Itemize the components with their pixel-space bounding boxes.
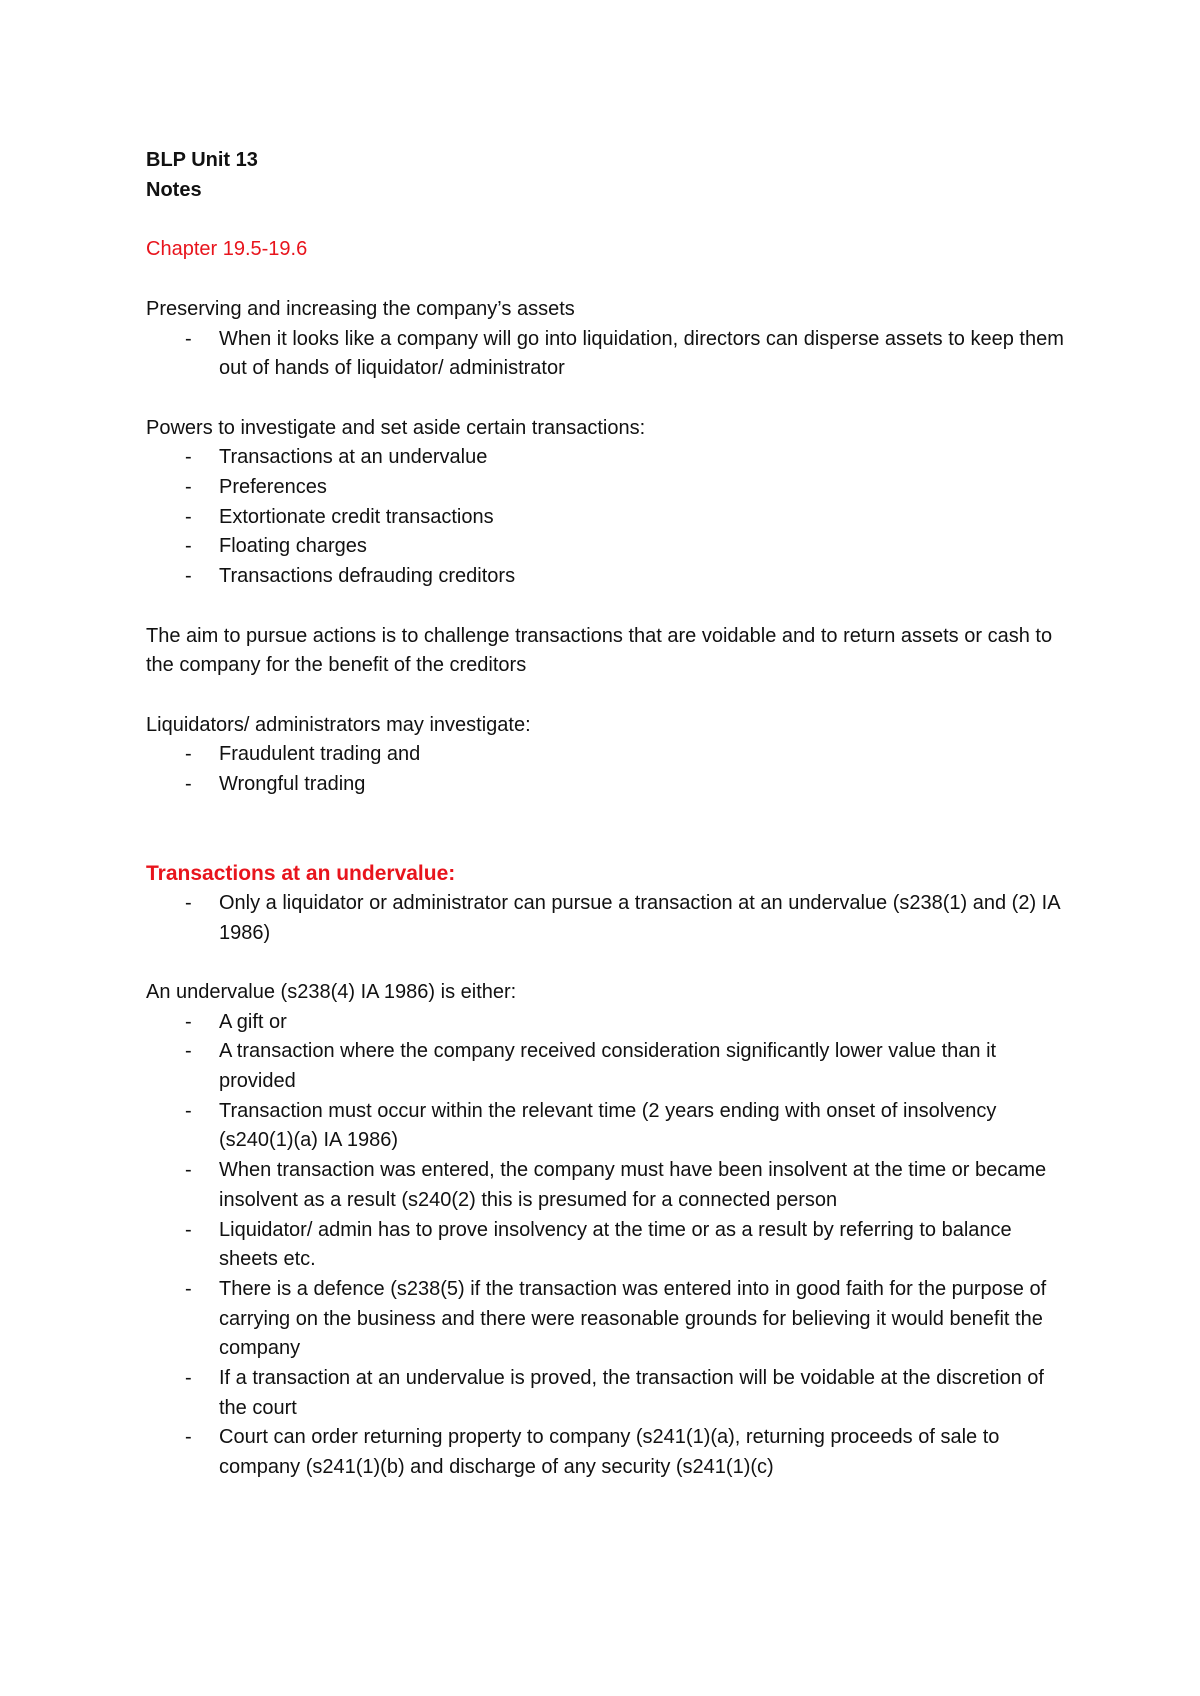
investigate-list <box>146 740 1076 799</box>
spacer <box>146 592 1076 622</box>
list-item: - Preferences <box>185 476 327 498</box>
list-item: - Floating charges <box>185 535 367 558</box>
list-item: - If a transaction at an undervalue is proved, the transaction will be voidable at the discretion of the court <box>185 1367 1044 1419</box>
spacer <box>146 384 1076 414</box>
list-item: - A transaction where the company received consideration significantly lower value than it provided <box>185 1040 997 1092</box>
list-item: - Extortionate credit transactions <box>185 505 494 528</box>
list-item: - Transactions at an undervalue <box>185 446 488 469</box>
preserving-list <box>146 325 1076 384</box>
list-item: - Wrongful trading <box>185 773 366 795</box>
spacer <box>146 265 1076 295</box>
section-heading-undervalue: Transactions at an undervalue: <box>146 862 456 886</box>
document-subtitle: Notes <box>146 178 202 201</box>
section-heading-preserving: Preserving and increasing the company’s assets <box>146 297 575 320</box>
list-item: - When transaction was entered, the company must have been insolvent at the time or became insolvent as a result (s240(2) this is presumed for a connected person <box>185 1159 1047 1211</box>
spacer <box>146 800 1076 859</box>
undervalue-definition-list <box>146 1008 1076 1483</box>
aim-paragraph: The aim to pursue actions is to challenge transactions that are voidable and to return assets or cash to the company for the benefit of the creditors <box>146 624 1053 677</box>
document-page <box>146 146 1076 1483</box>
list-item: - Transactions defrauding creditors <box>185 565 516 588</box>
list-item: - When it looks like a company will go into liquidation, directors can disperse assets to keep them out of hands of liquidator/ administrator <box>185 327 1064 380</box>
list-item: - Fraudulent trading and <box>185 743 421 766</box>
spacer <box>146 948 1076 978</box>
list-item: - Transaction must occur within the relevant time (2 years ending with onset of insolvency (s240(1)(a) IA 1986) <box>185 1099 997 1152</box>
section-heading-undervalue-definition: An undervalue (s238(4) IA 1986) is either: <box>146 980 517 1003</box>
list-item: - Only a liquidator or administrator can pursue a transaction at an undervalue (s238(1) and (2) IA 1986) <box>185 891 1060 944</box>
list-item: - Court can order returning property to company (s241(1)(a), returning proceeds of sale to company (s241(1)(b) and discharge of any security (s241(1)(c) <box>185 1426 1000 1479</box>
list-item: - Liquidator/ admin has to prove insolvency at the time or as a result by referring to balance sheets etc. <box>185 1218 1012 1271</box>
undervalue-list <box>146 889 1076 948</box>
spacer <box>146 681 1076 711</box>
chapter-reference: Chapter 19.5-19.6 <box>146 238 308 261</box>
section-heading-investigate: Liquidators/ administrators may investigate: <box>146 713 531 736</box>
powers-list <box>146 443 1076 592</box>
section-heading-powers: Powers to investigate and set aside certain transactions: <box>146 416 646 439</box>
list-item: - A gift or <box>185 1010 287 1033</box>
list-item: - There is a defence (s238(5) if the transaction was entered into in good faith for the purpose of carrying on the business and there were reasonable grounds for believing it would benefit the company <box>185 1277 1047 1360</box>
document-title: BLP Unit 13 <box>146 149 258 171</box>
